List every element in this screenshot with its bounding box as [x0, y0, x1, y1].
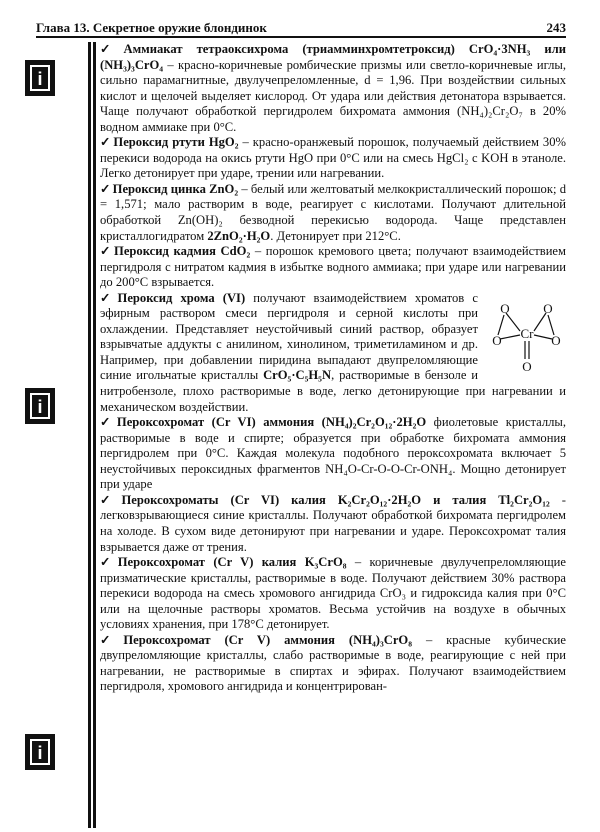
- entry-text: – порошок кремового цвета; получают взаимодействием пергидроля с нитратом кадмия в избытке водного аммиака; при ударе или нагревании до 200°С взрывается.: [100, 244, 566, 290]
- entry-title: Пероксид кадмия CdO₂: [114, 244, 251, 259]
- formula-bold: CrO₅·C₅H₅N: [263, 368, 332, 383]
- checkmark-icon: ✓: [100, 181, 111, 196]
- checkmark-icon: ✓: [100, 135, 112, 150]
- checkmark-icon: ✓: [100, 244, 113, 259]
- entry-text: фиолетовые кристаллы, растворимые в воде и спирте; образуется при обработке бихромата аммония пергидролем при 0°С. Каждая молекула подобного пероксохромата включает 5 неустойчивых пероксидных фрагментов NH₄O-Cr-O-O-Cr-ONH₄. Мощно детонирует при ударе: [100, 415, 566, 492]
- running-header: [36, 18, 566, 38]
- entry-potassium-peroxochromate-v: [100, 555, 566, 633]
- checkmark-icon: ✓: [100, 632, 122, 647]
- entry-title: Пероксохроматы (Cr VI) калия K₂Cr₂O₁₂·2H₂O и талия Tl₂Cr₂O₁₂: [121, 492, 550, 507]
- formula-bold: 2ZnO₂·H₂O: [207, 228, 271, 243]
- info-icon: i: [25, 734, 55, 770]
- entry-title: Пероксохромат (Cr V) калия K₃CrO₈: [117, 555, 347, 570]
- entry-title: Пероксохромат (Cr V) аммония (NH₄)₃CrO₈: [123, 632, 413, 647]
- entry-ammonium-peroxochromate-vi: [100, 415, 566, 493]
- entry-title: Пероксохромат (Cr VI) аммония (NH₄)₂Cr₂O₁₂·2H₂O: [116, 415, 427, 430]
- page-number: 243: [546, 20, 566, 35]
- header-rule: [36, 36, 566, 38]
- checkmark-icon: ✓: [100, 555, 116, 570]
- page-body: [100, 42, 566, 695]
- oxygen-atom-label: O: [500, 300, 510, 316]
- entry-ammonium-peroxochromate-v: [100, 633, 566, 695]
- entry-title: Пероксид ртути HgO₂: [113, 135, 239, 150]
- info-icon: i: [25, 60, 55, 96]
- oxygen-atom-label: O: [522, 358, 532, 374]
- entry-mercury-peroxide: [100, 135, 566, 182]
- entry-text: – белый или желтоватый мелкокристаллический порошок; d = 1,571; мало растворим в воде, реагирует с кислотами. Получают длительной обработкой Zn(OH)₂ безводной перекисью водорода. Чаще представлен кристаллогидратом: [100, 181, 566, 243]
- entry-text: – коричневые двулучепреломляющие призматические кристаллы, растворимые в воде. Получают действием 30% раствора перекиси водорода на смесь хромового ангидрида CrO₃ и гидроксида калия при 0°С или на щелочные растворы хроматов. Весьма устойчив на воздухе в обычных условиях хранения, при 178°С детонирует.: [100, 555, 566, 632]
- info-icon: i: [25, 388, 55, 424]
- checkmark-icon: ✓: [100, 42, 122, 56]
- margin-rule-right: [93, 42, 96, 828]
- entry-text: получают взаимодействием хроматов с эфирным раствором смеси пергидроля и серной кислоты при охлаждении. Представляет неустойчивый синий раствор, образует взрывчатые аддукты с анилином, хинолином, триметиламином и др. Например, при добавлении пиридина выпадают двупреломляющие синие игольчатые кристаллы: [100, 290, 478, 383]
- chromium-atom-label: Cr: [520, 325, 534, 341]
- entry-title: Пероксид хрома (VI): [117, 290, 246, 305]
- entry-zinc-peroxide: [100, 182, 566, 244]
- cro5-structure-diagram: [486, 295, 566, 375]
- entry-title: Аммиакат тетраоксихрома (триамминхромтетроксид) CrO₄·3NH₃ или (NH₃)₃CrO₄: [100, 42, 566, 72]
- entry-text: - легковзрывающиеся синие кристаллы. Получают обработкой бихромата пергидролем на холоде. В сухом виде детонируют при нагревании и ударе. Пероксохромат талия взрывается даже от трения.: [100, 492, 566, 554]
- oxygen-atom-label: O: [492, 332, 502, 348]
- chapter-title: Глава 13. Секретное оружие блондинок: [36, 20, 267, 35]
- entry-potassium-thallium-peroxochromates: [100, 493, 566, 555]
- checkmark-icon: ✓: [100, 290, 116, 305]
- entry-text: – красно-коричневые ромбические призмы или светло-коричневые иглы, сильно парамагнитные, двулучепреломленные, d = 1,96. При воздействии сильных кислот и щелочей выделяет кислород. От удара или действия детонатора взрывается. Чаще получают обработкой пергидролем бихромата аммония (NH₄)₂Cr₂O₇ в 20% водном аммиаке при 0°С.: [100, 57, 566, 134]
- entry-text: – красно-оранжевый порошок, получаемый действием 30% перекиси водорода на окись ртути HgO при 0°С или на смесь HgCl₂ с KOH в этаноле. Легко детонирует при ударе, трении или нагревании.: [100, 135, 566, 181]
- entry-chromium-peroxide: [100, 291, 566, 415]
- entry-text-tail: . Детонирует при 212°С.: [270, 228, 401, 243]
- entry-cadmium-peroxide: [100, 244, 566, 291]
- entry-text-tail: , растворимые в бензоле и нитробензоле, плохо растворимые в воде, легко детонирующие при нагревании и механическом воздействии.: [100, 368, 566, 414]
- entry-ammine-chromium: [100, 42, 566, 135]
- entry-title: Пероксид цинка ZnO₂: [112, 181, 239, 196]
- checkmark-icon: ✓: [100, 492, 120, 507]
- entry-text: – красные кубические двупреломляющие кристаллы, слабо растворимые в воде, реагирующие с ней при нагревании, не растворимые в спиртах и эфирах. Получают взаимодействием пергидроля, хромового ангидрида и концентрирован-: [100, 632, 566, 694]
- oxygen-atom-label: O: [543, 300, 553, 316]
- margin-rule-left: [88, 42, 91, 828]
- checkmark-icon: ✓: [100, 415, 115, 430]
- oxygen-atom-label: O: [551, 332, 561, 348]
